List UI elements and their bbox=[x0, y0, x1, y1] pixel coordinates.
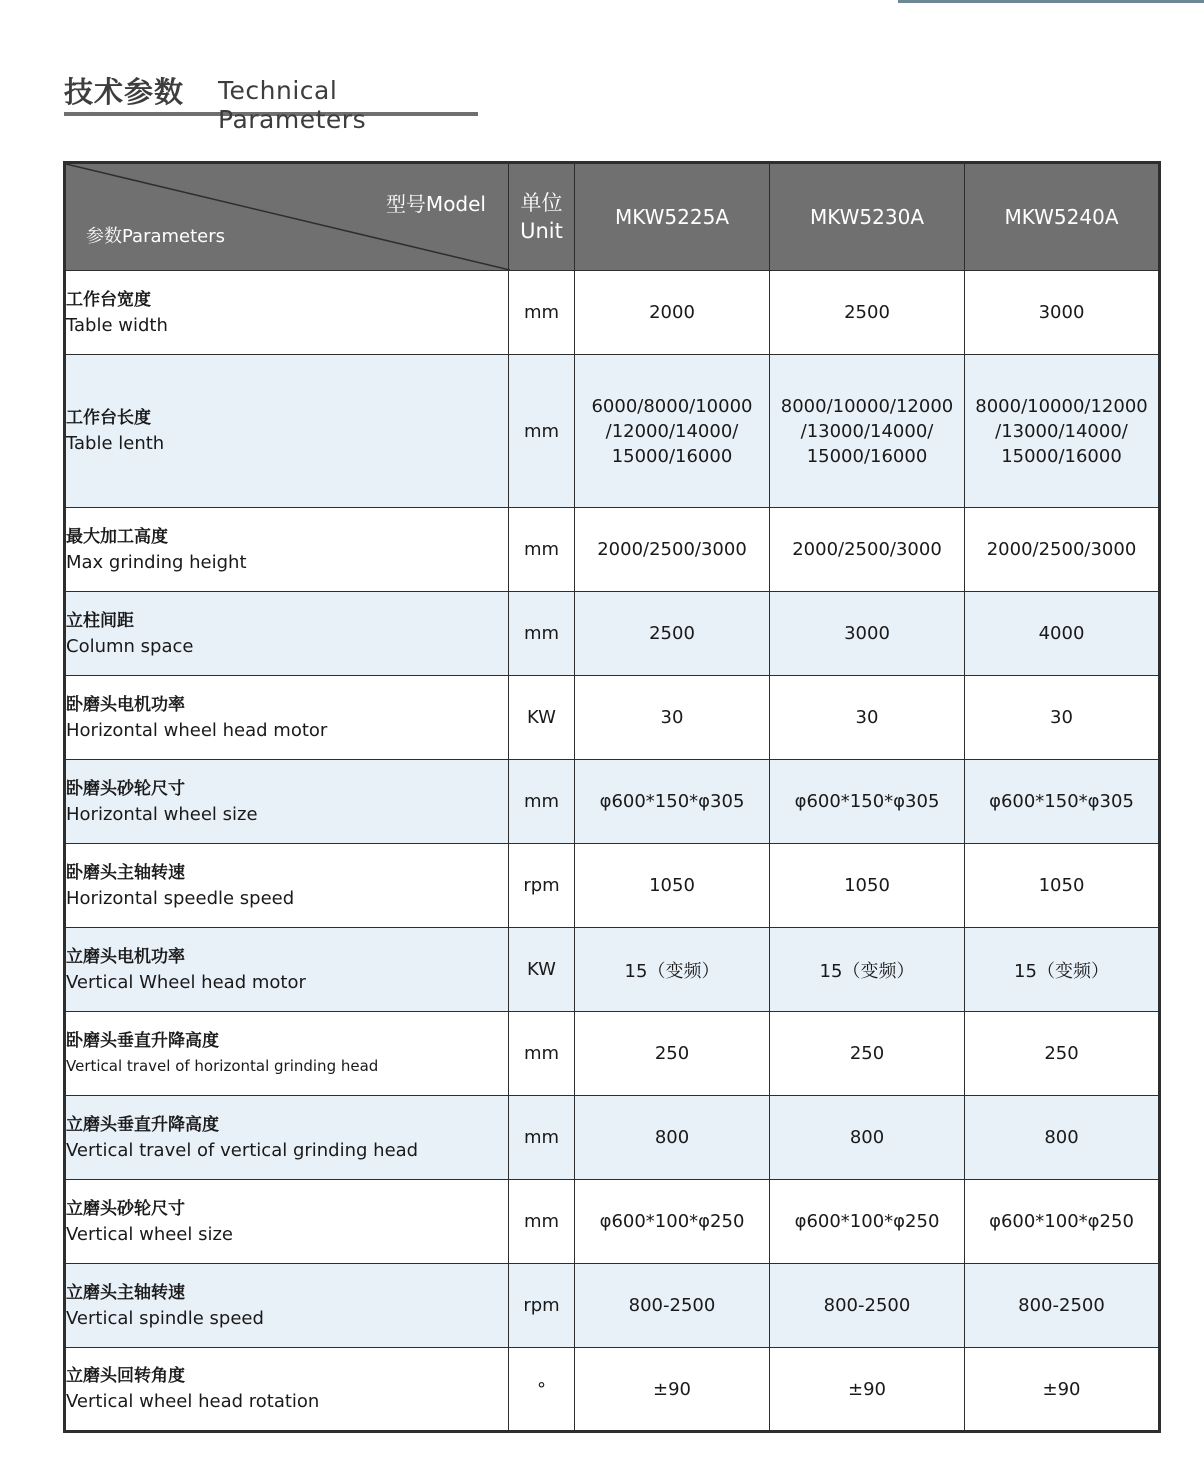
param-cell bbox=[65, 355, 509, 508]
param-cell bbox=[65, 760, 509, 844]
table-row bbox=[65, 592, 1160, 676]
param-cell bbox=[65, 1096, 509, 1180]
unit-cell: KW bbox=[509, 928, 575, 1012]
value-cell: 1050 bbox=[965, 844, 1160, 928]
table-row bbox=[65, 1096, 1160, 1180]
value-line: 15000/16000 bbox=[806, 445, 928, 467]
param-cn: 卧磨头垂直升降高度 bbox=[66, 1030, 219, 1051]
param-cell bbox=[65, 1348, 509, 1432]
table-row bbox=[65, 760, 1160, 844]
value-line: 6000/8000/10000 bbox=[591, 395, 753, 417]
param-cell bbox=[65, 676, 509, 760]
value-cell: 30 bbox=[770, 676, 965, 760]
table-row bbox=[65, 1180, 1160, 1264]
value-line: 8000/10000/12000 bbox=[975, 395, 1148, 417]
value-cell: φ600*150*φ305 bbox=[965, 760, 1160, 844]
value-cell: φ600*100*φ250 bbox=[770, 1180, 965, 1264]
param-cell bbox=[65, 508, 509, 592]
param-en: Table width bbox=[66, 314, 168, 336]
param-cell bbox=[65, 1012, 509, 1096]
value-cell: 800 bbox=[575, 1096, 770, 1180]
param-cn: 卧磨头主轴转速 bbox=[66, 862, 185, 883]
param-cell bbox=[65, 1264, 509, 1348]
unit-cell: ° bbox=[509, 1348, 575, 1432]
param-en: Vertical wheel size bbox=[66, 1223, 234, 1245]
value-cell: 800 bbox=[965, 1096, 1160, 1180]
unit-cell: mm bbox=[509, 271, 575, 355]
param-cn: 立磨头砂轮尺寸 bbox=[66, 1198, 185, 1219]
param-cn: 立磨头垂直升降高度 bbox=[66, 1114, 219, 1135]
value-line: 15000/16000 bbox=[1001, 445, 1122, 467]
diagonal-divider bbox=[66, 164, 510, 270]
value-cell bbox=[965, 355, 1160, 508]
param-en: Table lenth bbox=[66, 433, 165, 454]
value-line: /13000/14000/ bbox=[800, 420, 934, 442]
unit-header bbox=[509, 163, 575, 271]
param-cell bbox=[65, 271, 509, 355]
param-en: Vertical travel of horizontal grinding head bbox=[66, 1056, 379, 1075]
value-cell bbox=[575, 355, 770, 508]
value-cell: 2000 bbox=[575, 271, 770, 355]
value-cell: φ600*150*φ305 bbox=[575, 760, 770, 844]
value-line: 8000/10000/12000 bbox=[780, 395, 954, 417]
param-en: Max grinding height bbox=[66, 551, 247, 573]
value-cell: 2000/2500/3000 bbox=[770, 508, 965, 592]
param-cn: 卧磨头电机功率 bbox=[66, 694, 185, 715]
unit-cell: mm bbox=[509, 760, 575, 844]
table-row bbox=[65, 928, 1160, 1012]
title-chinese: 技术参数 bbox=[64, 75, 185, 109]
value-cell: 250 bbox=[965, 1012, 1160, 1096]
param-en: Horizontal speedle speed bbox=[66, 887, 295, 909]
value-cell: φ600*100*φ250 bbox=[575, 1180, 770, 1264]
top-accent-rule bbox=[898, 0, 1204, 3]
unit-cell: mm bbox=[509, 1180, 575, 1264]
param-cn: 立磨头电机功率 bbox=[66, 946, 185, 967]
param-en: Horizontal wheel size bbox=[66, 803, 258, 825]
value-cell: 800-2500 bbox=[965, 1264, 1160, 1348]
unit-cell: KW bbox=[509, 676, 575, 760]
param-cn: 立柱间距 bbox=[66, 610, 134, 631]
param-en: Vertical spindle speed bbox=[66, 1307, 264, 1329]
param-cell bbox=[65, 1180, 509, 1264]
param-en: Horizontal wheel head motor bbox=[66, 719, 328, 741]
unit-cell: mm bbox=[509, 508, 575, 592]
value-cell: 1050 bbox=[575, 844, 770, 928]
value-cell: 250 bbox=[575, 1012, 770, 1096]
parameters-label: 参数Parameters bbox=[86, 226, 226, 247]
value-cell bbox=[770, 355, 965, 508]
param-en: Vertical travel of vertical grinding head bbox=[66, 1139, 419, 1161]
unit-cell: rpm bbox=[509, 1264, 575, 1348]
value-cell: 15（变频） bbox=[575, 928, 770, 1012]
table-row bbox=[65, 355, 1160, 508]
value-cell: 800-2500 bbox=[770, 1264, 965, 1348]
value-cell: 15（变频） bbox=[770, 928, 965, 1012]
model-label: 型号Model bbox=[385, 192, 486, 216]
param-cn: 最大加工高度 bbox=[66, 526, 168, 547]
table-row bbox=[65, 844, 1160, 928]
param-cn: 卧磨头砂轮尺寸 bbox=[66, 778, 185, 799]
value-cell: 800 bbox=[770, 1096, 965, 1180]
unit-cell: mm bbox=[509, 355, 575, 508]
value-cell: 4000 bbox=[965, 592, 1160, 676]
title-english: Technical Parameters bbox=[218, 76, 367, 134]
value-line: /12000/14000/ bbox=[605, 420, 739, 442]
param-en: Vertical wheel head rotation bbox=[66, 1391, 320, 1412]
unit-header-cn: 单位 bbox=[520, 191, 563, 215]
header-corner-cell bbox=[65, 163, 509, 271]
value-cell: φ600*100*φ250 bbox=[965, 1180, 1160, 1264]
model-header-1: MKW5225A bbox=[575, 163, 770, 271]
value-cell: φ600*150*φ305 bbox=[770, 760, 965, 844]
unit-cell: rpm bbox=[509, 844, 575, 928]
value-cell: 2000/2500/3000 bbox=[575, 508, 770, 592]
unit-cell: mm bbox=[509, 1096, 575, 1180]
value-cell: 30 bbox=[965, 676, 1160, 760]
value-line: 15000/16000 bbox=[611, 445, 733, 467]
table-row bbox=[65, 676, 1160, 760]
table-row bbox=[65, 1264, 1160, 1348]
section-title bbox=[64, 64, 478, 134]
table-row bbox=[65, 1012, 1160, 1096]
param-cn: 立磨头回转角度 bbox=[66, 1366, 185, 1386]
param-cn: 立磨头主轴转速 bbox=[66, 1282, 185, 1303]
value-line: /13000/14000/ bbox=[995, 420, 1128, 442]
unit-cell: mm bbox=[509, 592, 575, 676]
value-cell: 3000 bbox=[965, 271, 1160, 355]
value-cell: ±90 bbox=[770, 1348, 965, 1432]
model-header-3: MKW5240A bbox=[965, 163, 1160, 271]
value-cell: 15（变频） bbox=[965, 928, 1160, 1012]
param-cell bbox=[65, 928, 509, 1012]
param-en: Vertical Wheel head motor bbox=[66, 971, 306, 993]
value-cell: ±90 bbox=[575, 1348, 770, 1432]
value-cell: ±90 bbox=[965, 1348, 1160, 1432]
value-cell: 250 bbox=[770, 1012, 965, 1096]
table-row bbox=[65, 271, 1160, 355]
value-cell: 2500 bbox=[575, 592, 770, 676]
value-cell: 800-2500 bbox=[575, 1264, 770, 1348]
model-header-2: MKW5230A bbox=[770, 163, 965, 271]
param-cell bbox=[65, 844, 509, 928]
value-cell: 2500 bbox=[770, 271, 965, 355]
value-cell: 30 bbox=[575, 676, 770, 760]
param-cn: 工作台宽度 bbox=[66, 289, 151, 310]
unit-cell: mm bbox=[509, 1012, 575, 1096]
unit-header-en: Unit bbox=[520, 219, 563, 243]
table-row bbox=[65, 508, 1160, 592]
value-cell: 3000 bbox=[770, 592, 965, 676]
value-cell: 1050 bbox=[770, 844, 965, 928]
param-cn: 工作台长度 bbox=[66, 408, 151, 428]
parameters-table bbox=[63, 161, 1161, 1433]
table-row bbox=[65, 1348, 1160, 1432]
value-cell: 2000/2500/3000 bbox=[965, 508, 1160, 592]
param-cell bbox=[65, 592, 509, 676]
table-header-row bbox=[65, 163, 1160, 271]
param-en: Column space bbox=[66, 635, 194, 657]
